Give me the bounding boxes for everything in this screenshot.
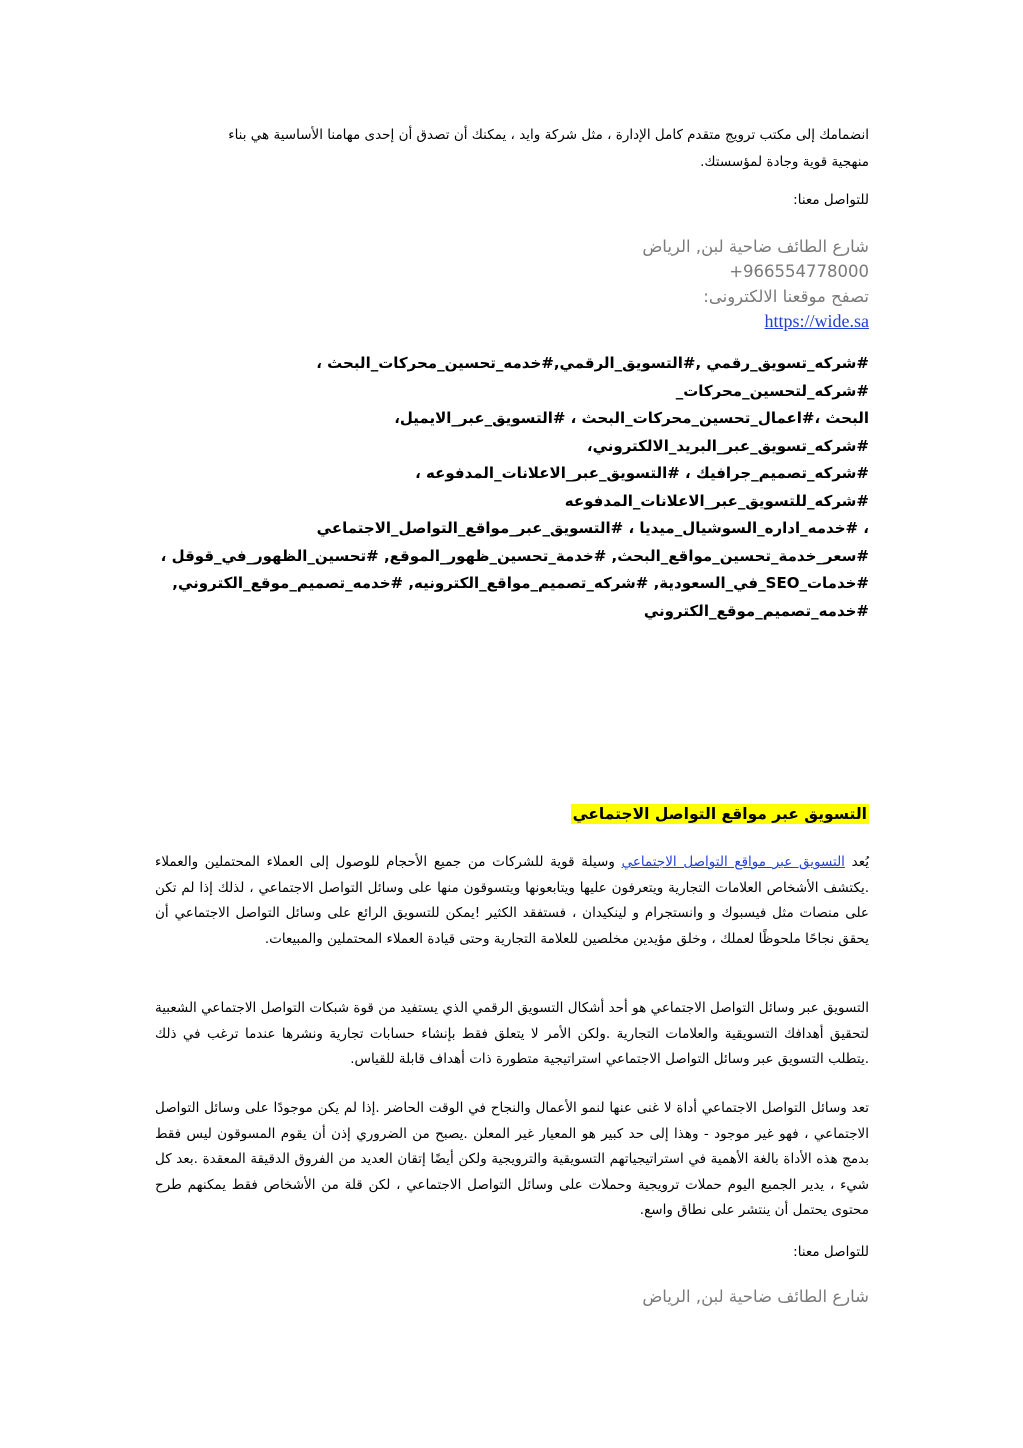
contact-address-2: شارع الطائف ضاحية لبن, الرياض [642,1287,869,1306]
hashtag-line: #خدمه_تصميم_موقع_الكتروني [643,601,869,620]
hashtag-line: #خدمات_SEO_في_السعودية, #شركه_تصميم_مواقع_الكترونيه, #خدمه_تصميم_موقع_الكتروني, [172,574,869,592]
section-heading: التسويق عبر مواقع التواصل الاجتماعي [572,805,867,823]
intro-line-2: منهجية قوية وجادة لمؤسستك. [700,154,869,170]
social-media-marketing-link[interactable]: التسويق عبر مواقع التواصل الاجتماعي [621,854,845,870]
section-paragraph-3: تعد وسائل التواصل الاجتماعي أداة لا غنى عنها لنمو الأعمال والنجاح في الوقت الحاضر .إذا لم يكن موجودًا على وسائل التواصل الاجتماعي ، فهو غير موجود - وهذا إلى حد كبير هو المعيار غير المعلن .يصبح من الضروري إذن أن يقوم المسوقون ليس فقط بدمج هذه الأداة بالغة الأهمية في استراتيجياتهم التسويقية والترويجية ولكن أيضًا إتقان العديد من الفروق الدقيقة المعقدة .بعد كل شيء ، يدير الجميع اليوم حملات ترويجية وحملات على وسائل التواصل الاجتماعي ، لكن قلة من الأشخاص فقط يمكنهم طرح محتوى يحتمل أن ينتشر على نطاق واسع. [155,1100,869,1218]
hashtags-block [155,350,869,625]
hashtag-line: #شركه_تصميم_جرافيك ، #التسويق_عبر_الاعلانات_المدفوعه ، #شركه_للتسويق_عبر_الاعلانات_المدفوعه [415,464,869,510]
hashtag-line: #شركه_تسويق_رقمي ,#التسويق_الرقمي,#خدمه_تحسين_محركات_البحث ، #شركه_لتحسين_محركات_ [316,354,869,400]
contact-label: للتواصل معنا: [793,192,869,208]
paragraph-1-body: وسيلة قوية للشركات من جميع الأحجام للوصول إلى العملاء المحتملين والعملاء .يكتشف الأشخاص العلامات التجارية ويتعرفون عليها ويتابعونها ويتسوقون منها على وسائل التواصل الاجتماعي ، لذلك إذا لم تكن على منصات مثل فيسبوك و وانستجرام و لينكيدان ، فستفقد الكثير !يمكن للتسويق الرائع على وسائل التواصل الاجتماعي أن يحقق نجاحًا ملحوظًا لعملك ، وخلق مؤيدين مخلصين للعلامة التجارية وحتى قيادة العملاء المحتملين والمبيعات. [155,854,869,947]
intro-paragraph [155,122,869,176]
paragraph-1-prefix: يُعد [851,854,869,870]
website-label: تصفح موقعنا الالكترونى: [703,287,869,306]
hashtag-line: ، #خدمه_اداره_السوشيال_ميديا ، #التسويق_عبر_مواقع_التواصل_الاجتماعي [316,519,869,537]
contact-label-2: للتواصل معنا: [793,1244,869,1260]
section-heading-wrap [155,804,869,823]
hashtag-line: #سعر_خدمة_تحسين_مواقع_البحث, #خدمة_تحسين_ظهور_الموقع, #تحسين_الظهور_في_قوقل ، [160,546,869,565]
contact-address: شارع الطائف ضاحية لبن, الرياض [642,237,869,256]
section-paragraph-1 [155,850,869,952]
contact-phone: +966554778000 [729,262,869,281]
hashtag-line: البحث ،#اعمال_تحسين_محركات_البحث ، #التسويق_عبر_الايميل، #شركه_تسويق_عبر_البريد_الالكتروني، [394,409,869,455]
intro-line-1: انضمامك إلى مكتب ترويج متقدم كامل الإدارة ، مثل شركة وايد ، يمكنك أن تصدق أن إحدى مهامنا الأساسية هي بناء [228,127,869,143]
contact-block [155,234,869,334]
section-paragraph-2: التسويق عبر وسائل التواصل الاجتماعي هو أحد أشكال التسويق الرقمي الذي يستفيد من قوة شبكات التواصل الاجتماعي الشعبية لتحقيق أهدافك التسويقية والعلامات التجارية .ولكن الأمر لا يتعلق فقط بإنشاء حسابات تجارية ونشرها عندما ترغب في ذلك .يتطلب التسويق عبر وسائل التواصل الاجتماعي استراتيجية متطورة ذات أهداف قابلة للقياس. [155,1000,869,1067]
website-link[interactable]: https://wide.sa [764,311,869,331]
